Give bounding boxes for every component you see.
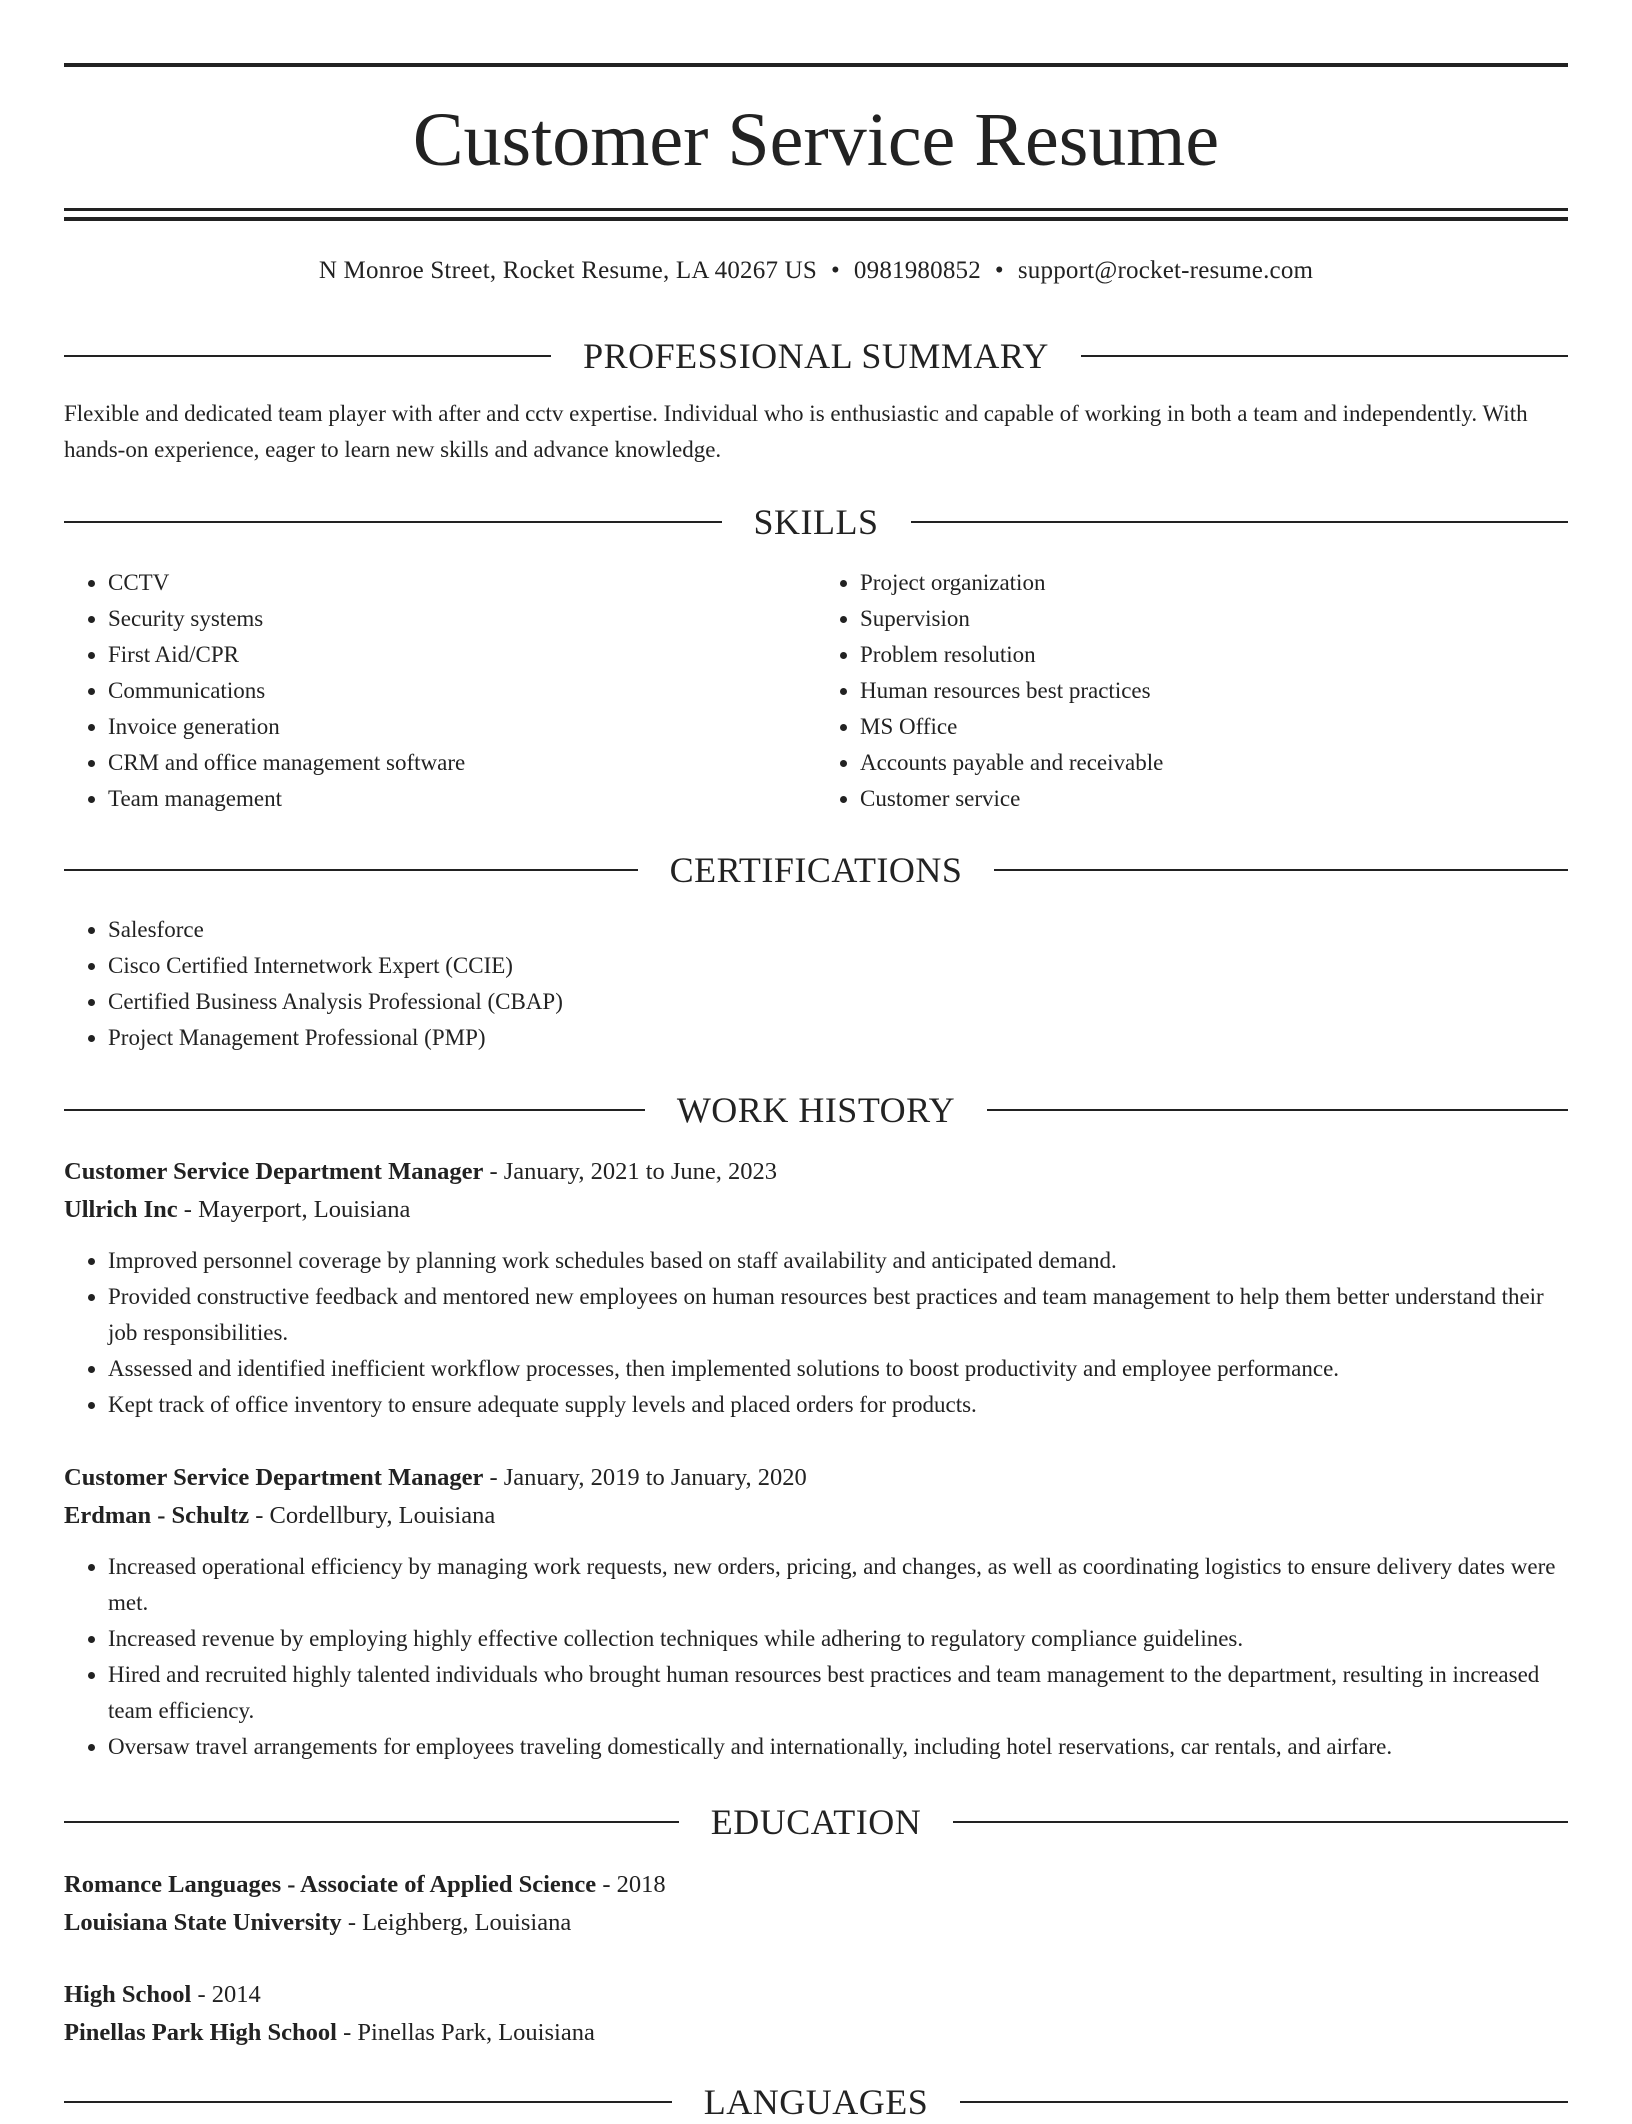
section-heading-languages <box>64 2080 1568 2124</box>
skill-item: • Team management <box>108 781 816 817</box>
certification-item: • Project Management Professional (PMP) <box>108 1020 1568 1056</box>
education-entry <box>64 1976 1568 2052</box>
job-title-line <box>64 1153 1568 1191</box>
skill-item: • Customer service <box>860 781 1568 817</box>
skill-item: • Invoice generation <box>108 709 816 745</box>
summary-text: Flexible and dedicated team player with after and cctv expertise. Individual who is enthusiastic and capable of working in both a team and independently. With hands-on experience, eager to learn new skills and advance knowledge. <box>64 401 1528 462</box>
education-year: - 2018 <box>596 1871 666 1898</box>
education-entry <box>64 1866 1568 1942</box>
section-title: SKILLS <box>753 502 879 542</box>
section-heading-education <box>64 1800 1568 1844</box>
education-degree: Romance Languages - Associate of Applied Science <box>64 1871 597 1898</box>
skill-item: • Accounts payable and receivable <box>860 745 1568 781</box>
job-company-line <box>64 1191 1568 1229</box>
section-title: LANGUAGES <box>703 2082 929 2122</box>
resume-name: Customer Service Resume <box>412 98 1220 182</box>
certification-item: • Salesforce <box>108 912 1568 948</box>
job-location: - Mayerport, Louisiana <box>177 1196 411 1223</box>
job-bullet: • Increased operational efficiency by managing work requests, new orders, pricing, and changes, as well as coordinating logistics to ensure delivery dates were met. <box>108 1549 1568 1621</box>
header-double-rule <box>64 208 1568 221</box>
job-title-line <box>64 1459 1568 1497</box>
education-location: - Pinellas Park, Louisiana <box>336 2019 595 2046</box>
section-heading-skills <box>64 500 1568 544</box>
job-dates: - January, 2019 to January, 2020 <box>483 1464 807 1491</box>
contact-line <box>64 254 1568 288</box>
job-title: Customer Service Department Manager <box>64 1158 484 1185</box>
education-degree-line <box>64 1976 1568 2014</box>
skills-right-column <box>816 565 1568 817</box>
skill-item: • First Aid/CPR <box>108 637 816 673</box>
contact-email[interactable]: support@rocket-resume.com <box>1017 257 1314 284</box>
skill-item: • CCTV <box>108 565 816 601</box>
education-year: - 2014 <box>191 1981 261 2008</box>
job-company: Ullrich Inc <box>64 1196 178 1223</box>
skill-item: • MS Office <box>860 709 1568 745</box>
education-school: Louisiana State University <box>64 1909 342 1936</box>
section-title: PROFESSIONAL SUMMARY <box>583 336 1049 376</box>
education-degree-line <box>64 1866 1568 1904</box>
section-heading-summary <box>64 334 1568 378</box>
skill-item: • Project organization <box>860 565 1568 601</box>
job-bullet: • Oversaw travel arrangements for employees traveling domestically and internationally, including hotel reservations, car rentals, and airfare. <box>108 1729 1568 1765</box>
job-bullet: • Hired and recruited highly talented individuals who brought human resources best practices and team management to the department, resulting in increased team efficiency. <box>108 1657 1568 1729</box>
education-school: Pinellas Park High School <box>64 2019 337 2046</box>
job-dates: - January, 2021 to June, 2023 <box>483 1158 778 1185</box>
job-entry <box>64 1153 1568 1423</box>
education-school-line <box>64 2014 1568 2052</box>
job-title: Customer Service Department Manager <box>64 1464 484 1491</box>
skills-left-column <box>64 565 816 817</box>
job-bullet: • Assessed and identified inefficient workflow processes, then implemented solutions to boost productivity and employee performance. <box>108 1351 1568 1387</box>
education-school-line <box>64 1904 1568 1942</box>
job-bullets <box>64 1549 1568 1765</box>
skill-item: • Security systems <box>108 601 816 637</box>
job-bullets <box>64 1243 1568 1423</box>
job-company: Erdman - Schultz <box>64 1502 250 1529</box>
skill-item: • Communications <box>108 673 816 709</box>
job-location: - Cordellbury, Louisiana <box>249 1502 496 1529</box>
skill-item: • CRM and office management software <box>108 745 816 781</box>
section-title: WORK HISTORY <box>676 1090 956 1130</box>
certifications-list <box>64 912 1568 1056</box>
skill-item: • Problem resolution <box>860 637 1568 673</box>
job-company-line <box>64 1497 1568 1535</box>
skills-list <box>64 565 1568 817</box>
job-bullet: • Improved personnel coverage by planning work schedules based on staff availability and anticipated demand. <box>108 1243 1568 1279</box>
job-bullet: • Provided constructive feedback and mentored new employees on human resources best practices and team management to help them better understand their job responsibilities. <box>108 1279 1568 1351</box>
contact-separator: • <box>830 257 840 284</box>
skill-item: • Human resources best practices <box>860 673 1568 709</box>
skill-item: • Supervision <box>860 601 1568 637</box>
contact-address: N Monroe Street, Rocket Resume, LA 40267 US <box>318 257 817 284</box>
job-bullet: • Kept track of office inventory to ensure adequate supply levels and placed orders for products. <box>108 1387 1568 1423</box>
section-title: CERTIFICATIONS <box>669 850 963 890</box>
section-heading-certifications <box>64 848 1568 892</box>
section-heading-work-history <box>64 1088 1568 1132</box>
contact-separator: • <box>994 257 1004 284</box>
certification-item: • Cisco Certified Internetwork Expert (CCIE) <box>108 948 1568 984</box>
section-title: EDUCATION <box>710 1802 922 1842</box>
certification-item: • Certified Business Analysis Professional (CBAP) <box>108 984 1568 1020</box>
education-location: - Leighberg, Louisiana <box>341 1909 572 1936</box>
job-entry <box>64 1459 1568 1765</box>
education-degree: High School <box>64 1981 192 2008</box>
contact-phone: 0981980852 <box>853 257 981 284</box>
top-rule <box>64 63 1568 67</box>
job-bullet: • Increased revenue by employing highly effective collection techniques while adhering to regulatory compliance guidelines. <box>108 1621 1568 1657</box>
